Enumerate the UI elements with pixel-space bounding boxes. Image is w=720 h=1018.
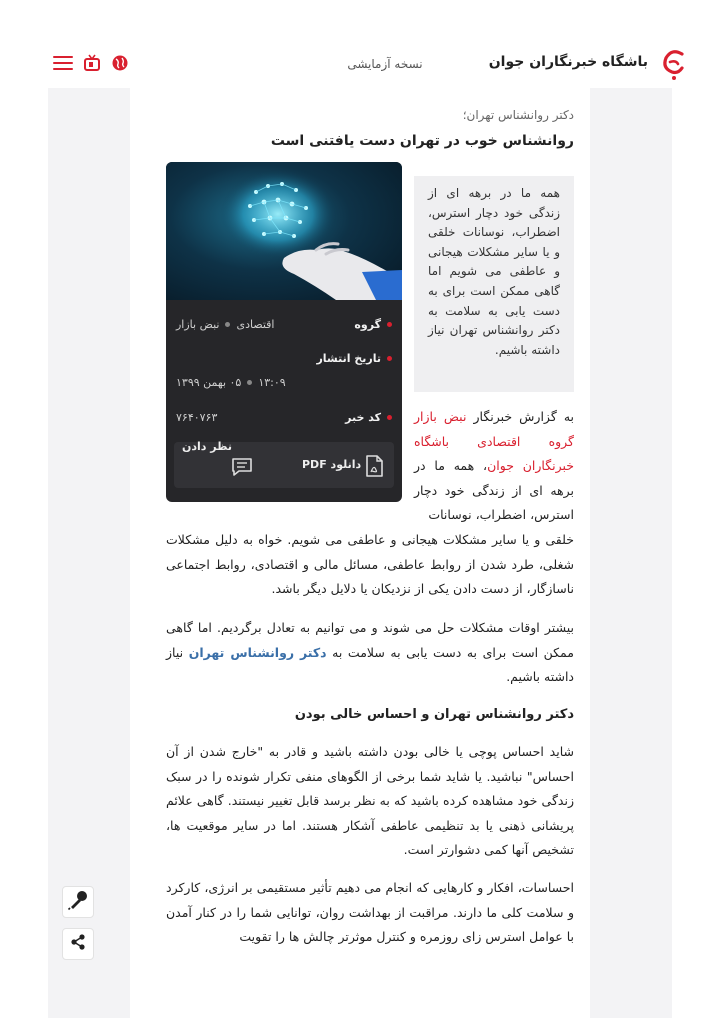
- publish-time: ۱۳:۰۹: [258, 376, 286, 389]
- publish-date: ۰۵ بهمن ۱۳۹۹: [176, 376, 242, 389]
- agency-link[interactable]: نبض بازار گروه اقتصادی باشگاه خبرنگاران جوان: [414, 409, 574, 473]
- news-code: ۷۶۴۰۷۶۳: [176, 411, 218, 424]
- bullet-dot: [387, 322, 392, 327]
- article-headline: روانشناس خوب در تهران دست یافتنی است: [270, 133, 574, 149]
- paragraph-two: [166, 616, 574, 690]
- paragraph-four: احساسات، افکار و کارهایی که انجام می دهیم تأثیر مستقیمی بر انرژی، کارکرد و سلامت کلی ما دارند. مراقبت از بهداشت روان، توانایی شما را در کنار آمدن با عوامل استرس زای روزمره و کنترل موثرتر چالش ها را تقویت: [166, 880, 574, 945]
- publish-datetime: [176, 376, 286, 389]
- paragraph-intro: [414, 405, 574, 528]
- globe-icon[interactable]: [110, 53, 130, 73]
- section-subhead: دکتر روانشناس تهران و احساس خالی بودن: [294, 707, 574, 722]
- microphone-button[interactable]: [62, 886, 94, 918]
- comment-icon[interactable]: [230, 456, 254, 482]
- article-summary: همه ما در برهه ای از زندگی خود دچار استرس، اضطراب، نوسانات خلقی و یا سایر مشکلات هیجانی و عاطفی می شویم اما گاهی ممکن است برای به دست یابی به سلامت به دکتر روانشناس تهران نیاز داشته باشیم.: [414, 176, 574, 392]
- separator-dot: [247, 380, 252, 385]
- edition-label: نسخه آزمایشی: [347, 57, 423, 71]
- psychologist-link[interactable]: دکتر روانشناس تهران: [188, 644, 327, 660]
- pdf-icon[interactable]: [364, 454, 384, 482]
- site-header: [0, 0, 720, 88]
- separator-dot: [225, 322, 230, 327]
- logo-icon[interactable]: [652, 42, 692, 82]
- group-row: [354, 318, 392, 331]
- date-label: تاریخ انتشار: [316, 352, 381, 365]
- card-action-bar: [174, 442, 394, 488]
- left-gutter: [48, 88, 130, 1018]
- intro-lead: به گزارش خبرنگار: [473, 409, 574, 424]
- code-label: کد خبر: [345, 411, 381, 424]
- share-button[interactable]: [62, 928, 94, 960]
- brand-name[interactable]: باشگاه خبرنگاران جوان: [488, 54, 648, 70]
- group-link-economic[interactable]: اقتصادی: [236, 318, 275, 331]
- share-icon: [69, 933, 87, 955]
- p2-before: بیشتر اوقات مشکلات حل می شوند و می توانیم به تعادل برگردیم. اما گاهی ممکن است برای به دست یابی به سلامت به: [166, 620, 574, 660]
- date-row: [316, 352, 392, 365]
- comment-label[interactable]: نظر دادن: [182, 440, 232, 453]
- intro-rest: ، همه ما در برهه ای از زندگی خود دچار استرس، اضطراب، نوسانات: [414, 458, 574, 522]
- group-link-market[interactable]: نبض بازار: [176, 318, 220, 331]
- article-kicker: دکتر روانشناس تهران؛: [462, 108, 574, 122]
- bullet-dot: [387, 356, 392, 361]
- menu-icon[interactable]: [52, 53, 74, 73]
- paragraph-three: شاید احساس پوچی یا خالی بودن داشته باشید و قادر به "خارج شدن از آن احساس" نباشید. یا شاید شما برخی از الگوهای منفی تکرار شونده را در سبک زندگی خود مشاهده کرده باشید که به نظر برسد قابل تغییر نیستند. گاهی علائم پریشانی ذهنی یا بد تنظیمی عاطفی آشکار هستند. اما در سایر موقعیت ها، تشخیص آنها کمی دشوارتر است.: [166, 744, 574, 858]
- group-values: [176, 318, 275, 331]
- code-row: [345, 411, 392, 424]
- right-gutter: [590, 88, 672, 1018]
- group-label: گروه: [354, 318, 381, 331]
- article-image: [166, 162, 402, 300]
- microphone-icon: [67, 889, 89, 915]
- p2-after: نیاز داشته باشیم.: [166, 644, 574, 685]
- pdf-download-label[interactable]: دانلود PDF: [302, 458, 362, 471]
- tv-icon[interactable]: [82, 53, 102, 73]
- bullet-dot: [387, 415, 392, 420]
- paragraph-intro-continued: خلقی و یا سایر مشکلات هیجانی و عاطفی می شویم. خواه به دلیل مشکلات شغلی، طرد شدن از روابط عاطفی، مسائل مالی و اقتصادی، روابط اجتماعی ناسازگار، از دست دادن یکی از نزدیکان یا دلایل دیگر باشد.: [166, 532, 574, 597]
